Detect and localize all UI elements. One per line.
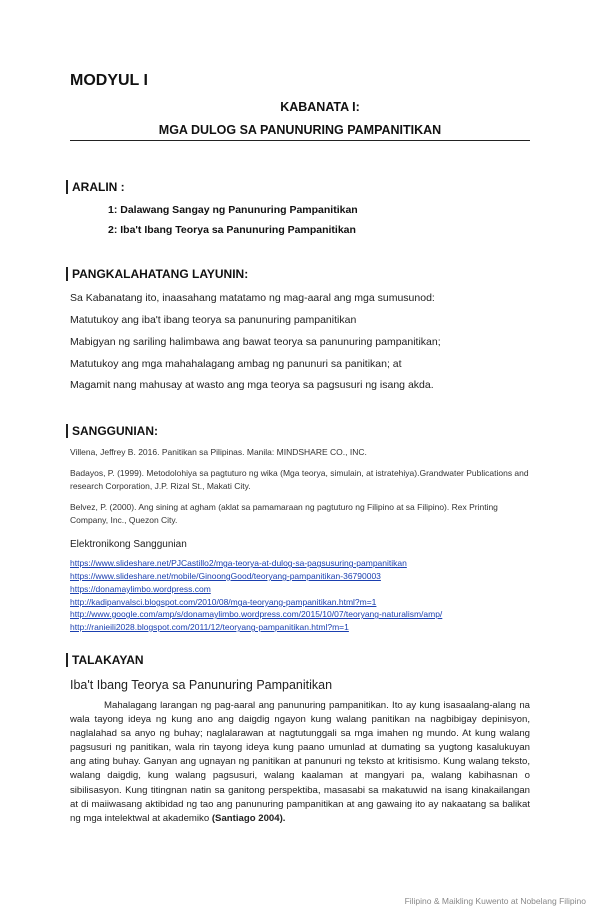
reference-link[interactable]: http://www.google.com/amp/s/donamaylimbo.wordpress.com/2015/10/07/teoryang-naturalism/amp/ bbox=[70, 609, 443, 619]
reference-link[interactable]: https://donamaylimbo.wordpress.com bbox=[70, 584, 211, 594]
reference-link[interactable]: https://www.slideshare.net/PJCastillo2/mga-teorya-at-dulog-sa-pagsusuring-pampanitikan bbox=[70, 558, 407, 568]
aralin-heading: ARALIN : bbox=[66, 180, 125, 194]
talakayan-title: Iba't Ibang Teorya sa Panunuring Pampanitikan bbox=[70, 678, 333, 692]
aralin-item-1: 1: Dalawang Sangay ng Panunuring Pampanitikan bbox=[108, 204, 358, 216]
reference-link[interactable]: http://kadipanvalsci.blogspot.com/2010/08/mga-teoryang-pampanitikan.html?m=1 bbox=[70, 597, 377, 607]
layunin-heading: PANGKALAHATANG LAYUNIN: bbox=[66, 267, 248, 281]
talakayan-paragraph bbox=[70, 699, 530, 826]
reference-entry: Badayos, P. (1999). Metodolohiya sa pagtuturo ng wika (Mga teorya, simulain, at istratehiya).Grandwater Publications and research Corporation, J.P. Rizal St., Makati City. bbox=[70, 468, 529, 491]
reference-entry: Villena, Jeffrey B. 2016. Panitikan sa Pilipinas. Manila: MINDSHARE CO., INC. bbox=[70, 447, 367, 457]
layunin-item: Mabigyan ng sariling halimbawa ang bawat teorya sa panunuring pampanitikan; bbox=[70, 336, 441, 348]
talakayan-heading: TALAKAYAN bbox=[66, 653, 144, 667]
elektroniko-heading: Elektronikong Sanggunian bbox=[70, 539, 187, 550]
reference-link[interactable]: https://www.slideshare.net/mobile/GinoongGood/teoryang-pampanitikan-36790003 bbox=[70, 571, 381, 581]
page-footer: Filipino & Maikling Kuwento at Nobelang Filipino bbox=[404, 896, 586, 906]
aralin-item-2: 2: Iba't Ibang Teorya sa Panunuring Pampanitikan bbox=[108, 224, 356, 236]
layunin-item: Magamit nang mahusay at wasto ang mga teorya sa pagsusuri ng isang akda. bbox=[70, 379, 434, 391]
sanggunian-heading: SANGGUNIAN: bbox=[66, 424, 158, 438]
layunin-item: Matutukoy ang mga mahahalagang ambag ng panunuri sa panitikan; at bbox=[70, 358, 402, 370]
module-title: MODYUL I bbox=[70, 72, 148, 89]
layunin-item: Matutukoy ang iba't ibang teorya sa panunuring pampanitikan bbox=[70, 314, 357, 326]
chapter-label: KABANATA I: bbox=[280, 100, 360, 114]
citation: (Santiago 2004). bbox=[211, 812, 286, 824]
chapter-title: MGA DULOG SA PANUNURING PAMPANITIKAN bbox=[70, 123, 530, 141]
reference-link[interactable]: http://ranieili2028.blogspot.com/2011/12/teoryang-pampanitikan.html?m=1 bbox=[70, 622, 349, 632]
layunin-intro: Sa Kabanatang ito, inaasahang matatamo ng mag-aaral ang mga sumusunod: bbox=[70, 292, 435, 304]
reference-entry: Belvez, P. (2000). Ang sining at agham (aklat sa pamamaraan ng pagtuturo ng Filipino at sa Filipino). Rex Printing Company, Inc., Quezon City. bbox=[70, 502, 498, 525]
paragraph-text: Mahalagang larangan ng pag-aaral ang panunuring pampanitikan. Ito ay kung isasaalang-alang na wala tayong ideya ng kung ano ang daigdig ngayon kung walang panitikan na nagbibigay depinisyon, naglalahad sa anyo ng buhay; naglalarawan at nagtutunggali sa mga imahen ng mundo. At kung walang pagsusuri ng panitikan, wala rin tayong ideya kung paano umunlad at dumating sa yugtong kasalukuyan ang ating buhay. Ganyan ang ugnayan ng panitikan at panunuri ng teksto at kritisismo. Kung walang teksto, walang daigdig, kung walang pagsusuri, walang kaalaman at mangyari pa, walang kabihasnan o sibilisasyon. Kung titingnan natin sa ganitong perspektiba, masasabi sa makatuwid na isang kinakailangan at di maiiwasang aktibidad ng tao ang panunuring pampanitikan at ang gawaing ito ay nakaatang sa balikat ng mga intelektwal at akademiko bbox=[70, 700, 530, 824]
